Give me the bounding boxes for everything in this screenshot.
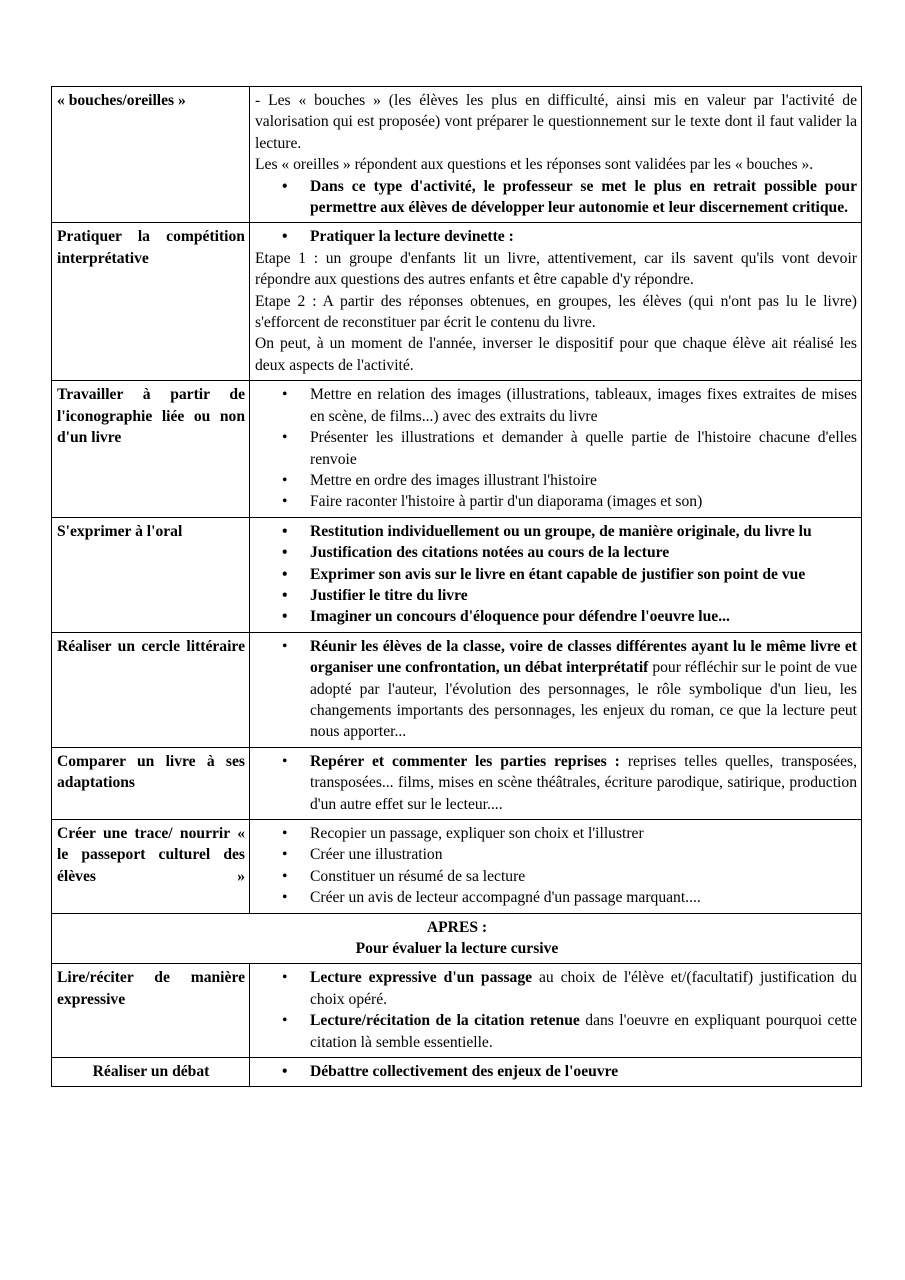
table-row: [52, 87, 862, 223]
table-row: [52, 517, 862, 632]
bullet-list: [255, 823, 857, 909]
bold-text: Lecture expressive d'un passage: [310, 969, 533, 987]
table-row: [52, 223, 862, 381]
paragraph: Etape 1 : un groupe d'enfants lit un livre, attentivement, car ils savent qu'ils vont devoir répondre aux questions des autres enfants et être capable d'y répondre.: [255, 249, 857, 289]
list-item: • Créer une illustration: [310, 844, 857, 865]
bullet-list: [255, 636, 857, 743]
list-item: [310, 1010, 857, 1053]
row-content: [250, 1058, 862, 1087]
table-row: [52, 1058, 862, 1087]
bullet-list: [255, 384, 857, 512]
row-content: [250, 632, 862, 747]
activities-table: [51, 86, 862, 1087]
list-item: • Faire raconter l'histoire à partir d'un diaporama (images et son): [310, 491, 857, 512]
list-item: • Mettre en relation des images (illustrations, tableaux, images fixes extraites de mises en scène, de films...) avec des extraits du livre: [310, 384, 857, 427]
bullet-list: [255, 967, 857, 1053]
regular-text: au choix de l'élève et/(facultatif) justification du choix opéré.: [310, 969, 857, 1008]
bullet-list: [255, 521, 857, 628]
bold-text: Repérer et commenter les parties reprises :: [310, 752, 620, 770]
row-content: [250, 381, 862, 517]
row-content: [250, 223, 862, 381]
row-label: « bouches/oreilles »: [52, 87, 250, 223]
list-item: [310, 967, 857, 1010]
table-row: [52, 747, 862, 819]
paragraph: Etape 2 : A partir des réponses obtenues, en groupes, les élèves (qui n'ont pas lu le livre) s'efforcent de reconstituer par écrit le contenu du livre.: [255, 292, 857, 332]
bullet-list: [255, 226, 857, 247]
list-item: • Débattre collectivement des enjeux de l'oeuvre: [310, 1061, 857, 1082]
table-row: [52, 964, 862, 1058]
list-item: [310, 751, 857, 815]
list-item: • Imaginer un concours d'éloquence pour défendre l'oeuvre lue...: [310, 606, 857, 627]
row-label: Travailler à partir de l'iconographie liée ou non d'un livre: [52, 381, 250, 517]
list-item: • Justification des citations notées au cours de la lecture: [310, 542, 857, 563]
row-label: Réaliser un cercle littéraire: [52, 632, 250, 747]
row-label: S'exprimer à l'oral: [52, 517, 250, 632]
bullet-list: [255, 176, 857, 219]
row-label: Réaliser un débat: [52, 1058, 250, 1087]
regular-text: dans l'oeuvre en expliquant pourquoi cette citation là semble essentielle.: [310, 1012, 857, 1051]
paragraph: Les « oreilles » répondent aux questions et les réponses sont validées par les « bouches ».: [255, 156, 814, 174]
row-label: Pratiquer la compétition interprétative: [52, 223, 250, 381]
table-row: [52, 820, 862, 914]
list-item: • Justifier le titre du livre: [310, 585, 857, 606]
list-item: • Pratiquer la lecture devinette :: [310, 226, 857, 247]
row-content: [250, 517, 862, 632]
list-item: • Constituer un résumé de sa lecture: [310, 866, 857, 887]
regular-text: reprises telles quelles, transposées, transposées... films, mises en scène théâtrales, écriture parodique, satirique, production d'un autre effet sur le lecteur....: [310, 752, 857, 813]
list-item: • Mettre en ordre des images illustrant l'histoire: [310, 470, 857, 491]
list-item: • Présenter les illustrations et demander à quelle partie de l'histoire chacune d'elles renvoie: [310, 427, 857, 470]
bold-text: Réunir les élèves de la classe, voire de classes différentes ayant lu le même livre et organiser une confrontation, un débat interprétatif: [310, 637, 857, 677]
regular-text: pour réfléchir sur le point de vue adopté par l'auteur, l'évolution des personnages, le rôle symbolique d'un lieu, les changements importants des personnages, les enjeux du roman, ce que la lecture peut nous apporter...: [310, 659, 857, 741]
bullet-list: [255, 751, 857, 815]
row-content: [250, 87, 862, 223]
row-label: Lire/réciter de manière expressive: [52, 964, 250, 1058]
row-content: [250, 820, 862, 914]
list-item: • Restitution individuellement ou un groupe, de manière originale, du livre lu: [310, 521, 857, 542]
section-header: [52, 913, 862, 964]
list-item: • Exprimer son avis sur le livre en étant capable de justifier son point de vue: [310, 564, 857, 585]
paragraph: - Les « bouches » (les élèves les plus en difficulté, ainsi mis en valeur par l'activité de valorisation qui est proposée) vont préparer le questionnement sur le texte dont il faut valider la lecture.: [255, 92, 857, 152]
row-label: Créer une trace/ nourrir « le passeport culturel des élèves »: [52, 820, 250, 914]
section-title: APRES :: [426, 918, 488, 936]
list-item: • Dans ce type d'activité, le professeur se met le plus en retrait possible pour permettre aux élèves de développer leur autonomie et leur discernement critique.: [310, 176, 857, 219]
list-item: • Créer un avis de lecteur accompagné d'un passage marquant....: [310, 887, 857, 908]
bold-text: Lecture/récitation de la citation retenue: [310, 1012, 580, 1030]
list-item: • Recopier un passage, expliquer son choix et l'illustrer: [310, 823, 857, 844]
table-row: [52, 632, 862, 747]
section-subtitle: Pour évaluer la lecture cursive: [355, 940, 559, 958]
row-content: [250, 747, 862, 819]
bullet-list: [255, 1061, 857, 1082]
list-item: [310, 636, 857, 743]
row-content: [250, 964, 862, 1058]
table-row: [52, 381, 862, 517]
section-row: [52, 913, 862, 964]
paragraph: On peut, à un moment de l'année, inverser le dispositif pour que chaque élève ait réalisé les deux aspects de l'activité.: [255, 335, 857, 374]
row-label: Comparer un livre à ses adaptations: [52, 747, 250, 819]
